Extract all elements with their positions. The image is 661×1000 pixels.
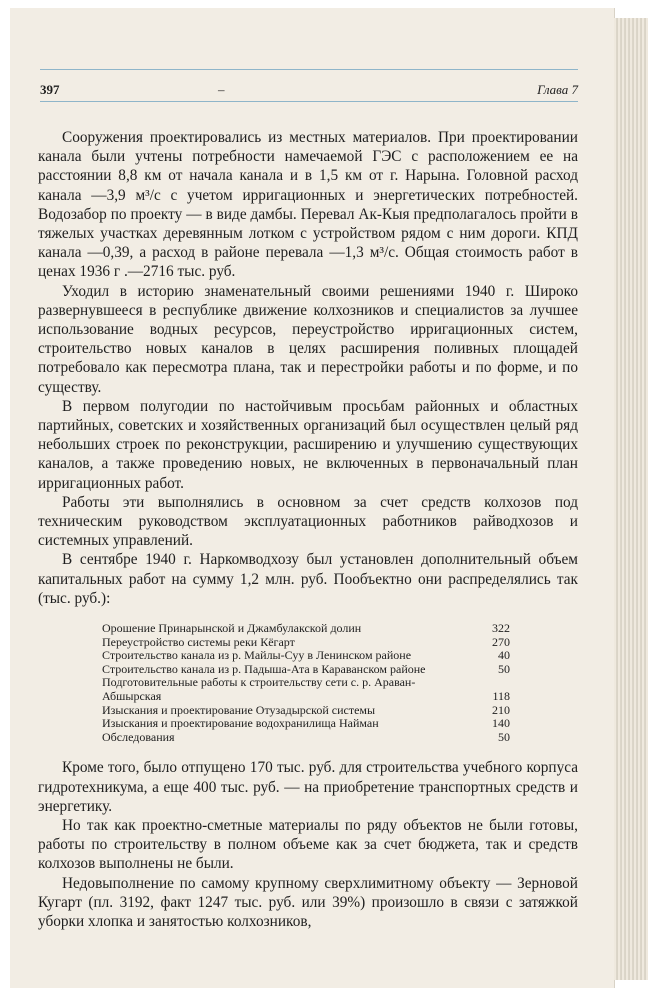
allocation-label: Орошение Принарынской и Джамбулакской долин xyxy=(102,621,362,636)
allocation-value: 40 xyxy=(498,648,510,663)
paragraph: Уходил в историю знаменательный своими решениями 1940 г. Широко развернувшееся в республике движение колхозников и специалистов за лучшее использование водных ресурсов, переустройство ирригационных систем, строительство новых каналов в целях расширения поливных площадей потребовало как пересмотра плана, так и перестройки работы и по форме, и по существу. xyxy=(38,282,578,396)
allocation-label: Строительство канала из р. Майлы-Суу в Ленинском районе xyxy=(102,648,412,663)
allocation-row xyxy=(102,622,510,636)
paragraph: Кроме того, было отпущено 170 тыс. руб. для строительства учебного корпуса гидротехникума, а еще 400 тыс. руб. — на приобретение транспортных средств и энергетику. xyxy=(38,759,578,815)
allocation-value: 118 xyxy=(492,689,510,704)
header-dash: – xyxy=(218,82,225,97)
body-text xyxy=(38,128,578,931)
allocation-value: 50 xyxy=(498,729,510,744)
header-rule-top xyxy=(40,69,578,70)
allocation-value: 140 xyxy=(492,716,510,731)
page-edge xyxy=(614,18,648,980)
allocation-row xyxy=(102,704,510,718)
allocation-row xyxy=(102,676,510,703)
allocation-label: Обследования xyxy=(102,729,175,744)
allocation-table xyxy=(102,622,510,744)
header-rule-bottom xyxy=(40,101,578,102)
allocation-value: 270 xyxy=(492,634,510,649)
paragraph: В первом полугодии по настойчивым просьбам районных и областных партийных, советских и хозяйственных организаций был осуществлен целый ряд небольших строек по реконструкции, расширению и улучшению существующих каналов, а также проведению новых, не включенных в первоначальный план ирригационных работ. xyxy=(38,397,578,492)
paragraph: Но так как проектно-сметные материалы по ряду объектов не были готовы, работы по строительству в полном объеме как за счет бюджета, так и средств колхозов выполнены не были. xyxy=(38,817,578,873)
paragraph: Недовыполнение по самому крупному сверхлимитному объекту — Зерновой Кугарт (пл. 3192, факт 1247 тыс. руб. или 39%) произошло в связи с затяжкой уборки хлопка и занятостью колхозников, xyxy=(38,874,578,931)
running-head xyxy=(40,82,578,98)
allocation-row xyxy=(102,663,510,677)
allocation-row xyxy=(102,649,510,663)
allocation-label: Изыскания и проектирование водохранилища Найман xyxy=(102,716,379,731)
allocation-value: 322 xyxy=(492,621,510,636)
paragraph: Сооружения проектировались из местных материалов. При проектировании канала были учтены потребности намечаемой ГЭС с расположением ее на расстоянии 8,8 км от начала канала и в 1,5 км от г. Нарына. Головной расход канала —3,9 м³/с с учетом ирригационных и энергетических потребностей. Водозабор по проекту — в виде дамбы. Перевал Ак-Кыя предполагалось пройти в тяжелых участках деревянным лотком с устройством рядом с ним дороги. КПД канала —0,39, а расход в районе перевала —1,3 м³/с. Общая стоимость работ в ценах 1936 г .—2716 тыс. руб. xyxy=(38,129,578,281)
allocation-label: Подготовительные работы к строительству сети с. р. Араван-Абшырская xyxy=(102,675,416,704)
allocation-value: 210 xyxy=(492,702,510,717)
paragraph: Работы эти выполнялись в основном за счет средств колхозов под техническим руководством эксплуатационных работников райводхозов и системных управлений. xyxy=(38,493,578,550)
allocation-value: 50 xyxy=(498,661,510,676)
allocation-label: Переустройство системы реки Кёгарт xyxy=(102,634,295,649)
paragraph: В сентябре 1940 г. Наркомводхозу был установлен дополнительный объем капитальных работ на сумму 1,2 млн. руб. Пообъектно они распределялись так (тыс. руб.): xyxy=(38,551,578,607)
page-number: 397 xyxy=(40,82,60,97)
allocation-label: Строительство канала из р. Падыша-Ата в Караванском районе xyxy=(102,661,426,676)
allocation-label: Изыскания и проектирование Отузадырской системы xyxy=(102,702,376,717)
chapter-title: Глава 7 xyxy=(537,82,578,97)
allocation-row xyxy=(102,731,510,745)
allocation-row xyxy=(102,717,510,731)
allocation-row xyxy=(102,636,510,650)
